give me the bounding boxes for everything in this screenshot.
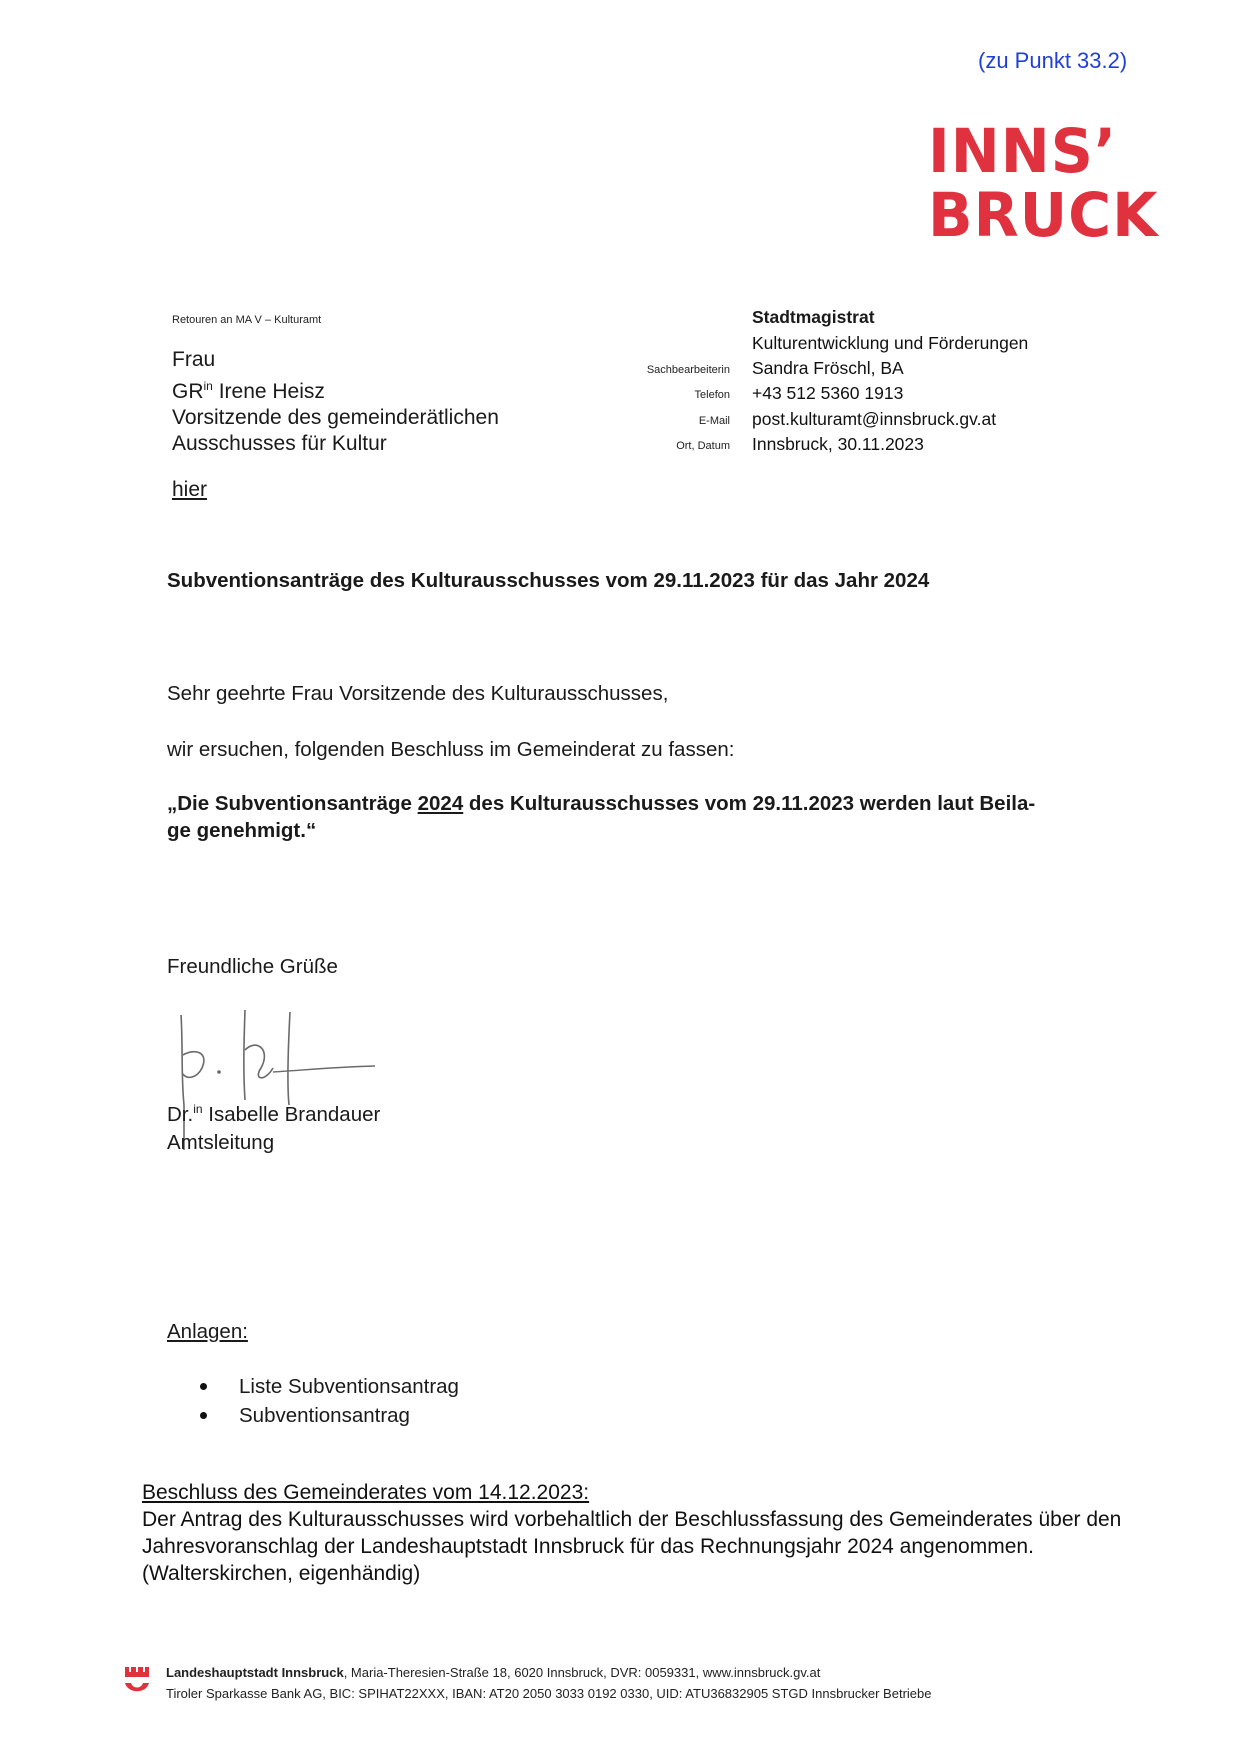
- field-value-phone: +43 512 5360 1913: [752, 383, 904, 403]
- signer-name: Isabelle Brandauer: [202, 1102, 381, 1126]
- quote-part1: „Die Subventionsanträge: [167, 792, 418, 815]
- resolution-quote: [167, 790, 1127, 844]
- letter-subject: Subventionsanträge des Kulturausschusses vom 29.11.2023 für das Jahr 2024: [167, 569, 930, 592]
- resolution-line3: (Walterskirchen, eigenhändig): [142, 1562, 421, 1585]
- footer-city-name: Landeshauptstadt Innsbruck: [166, 1665, 344, 1680]
- agenda-point-note: (zu Punkt 33.2): [978, 48, 1128, 73]
- recipient-address: [172, 347, 499, 457]
- letter-request: wir ersuchen, folgenden Beschluss im Gemeinderat zu fassen:: [167, 738, 735, 761]
- logo-line-1: INNS’: [928, 116, 1118, 187]
- quote-line1: [167, 790, 1127, 817]
- signer-role: Amtsleitung: [167, 1130, 275, 1154]
- sender-department: Kulturentwicklung und Förderungen: [752, 333, 1029, 353]
- attachments-title: Anlagen:: [167, 1320, 248, 1343]
- recipient-title-suffix: in: [203, 379, 213, 393]
- logo-line-2: BRUCK: [928, 180, 1159, 251]
- field-label-phone: Telefon: [694, 389, 730, 401]
- city-emblem-icon: [122, 1664, 152, 1698]
- attachment-item: [200, 1401, 459, 1430]
- field-label-email: E-Mail: [698, 415, 730, 427]
- field-value-email: post.kulturamt@innsbruck.gv.at: [752, 409, 997, 429]
- field-value-clerk: Sandra Fröschl, BA: [752, 358, 904, 378]
- bullet-icon: [200, 1412, 207, 1419]
- footer-line2: Tiroler Sparkasse Bank AG, BIC: SPIHAT22XXX, IBAN: AT20 2050 3033 0192 0330, UID: ATU36832905 STGD Innsbrucker Betriebe: [166, 1686, 932, 1701]
- quote-line2: ge genehmigt.“: [167, 819, 317, 842]
- field-value-place-date: Innsbruck, 30.11.2023: [752, 434, 924, 454]
- signer-name-line: [167, 1095, 380, 1129]
- recipient-salutation: Frau: [172, 348, 216, 371]
- signer-block: [167, 1095, 380, 1157]
- recipient-role-line1: Vorsitzende des gemeinderätlichen: [172, 406, 499, 429]
- quote-year: 2024: [417, 792, 464, 815]
- resolution-line2: Jahresvoranschlag der Landeshauptstadt Innsbruck für das Rechnungsjahr 2024 angenommen.: [142, 1535, 1034, 1558]
- recipient-name: Irene Heisz: [218, 380, 325, 403]
- field-label-place-date: Ort, Datum: [676, 440, 730, 452]
- footer-line1: [166, 1662, 931, 1683]
- bullet-icon: [200, 1383, 207, 1390]
- letter-greeting: Sehr geehrte Frau Vorsitzende des Kulturausschusses,: [167, 682, 669, 705]
- quote-part2: des Kulturausschusses vom 29.11.2023 werden laut Beila-: [463, 792, 1036, 815]
- attachment-label: Subventionsantrag: [239, 1404, 410, 1427]
- innsbruck-logo: [928, 116, 1163, 251]
- signer-title-prefix: Dr.: [167, 1102, 194, 1126]
- return-address: Retouren an MA V – Kulturamt: [172, 314, 322, 326]
- attachment-label: Liste Subventionsantrag: [239, 1375, 459, 1398]
- footer-address: , Maria-Theresien-Straße 18, 6020 Innsbruck, DVR: 0059331, www.innsbruck.gv.at: [343, 1665, 821, 1680]
- page-footer: [166, 1662, 931, 1704]
- recipient-name-line: [172, 373, 499, 405]
- attachment-item: [200, 1372, 459, 1401]
- sender-office: Stadtmagistrat: [752, 307, 875, 327]
- field-label-clerk: Sachbearbeiterin: [646, 364, 730, 376]
- attachments-list: [200, 1372, 459, 1430]
- recipient-title-prefix: GR: [172, 380, 204, 403]
- recipient-role-line2: Ausschusses für Kultur: [172, 432, 387, 455]
- resolution-title: Beschluss des Gemeinderates vom 14.12.2023:: [142, 1481, 590, 1504]
- signer-title-suffix: in: [193, 1102, 203, 1116]
- council-resolution: [142, 1479, 1232, 1587]
- recipient-location: hier: [172, 478, 208, 501]
- resolution-line1: Der Antrag des Kulturausschusses wird vorbehaltlich der Beschlussfassung des Gemeinderates über den: [142, 1508, 1122, 1531]
- letter-closing: Freundliche Grüße: [167, 955, 338, 978]
